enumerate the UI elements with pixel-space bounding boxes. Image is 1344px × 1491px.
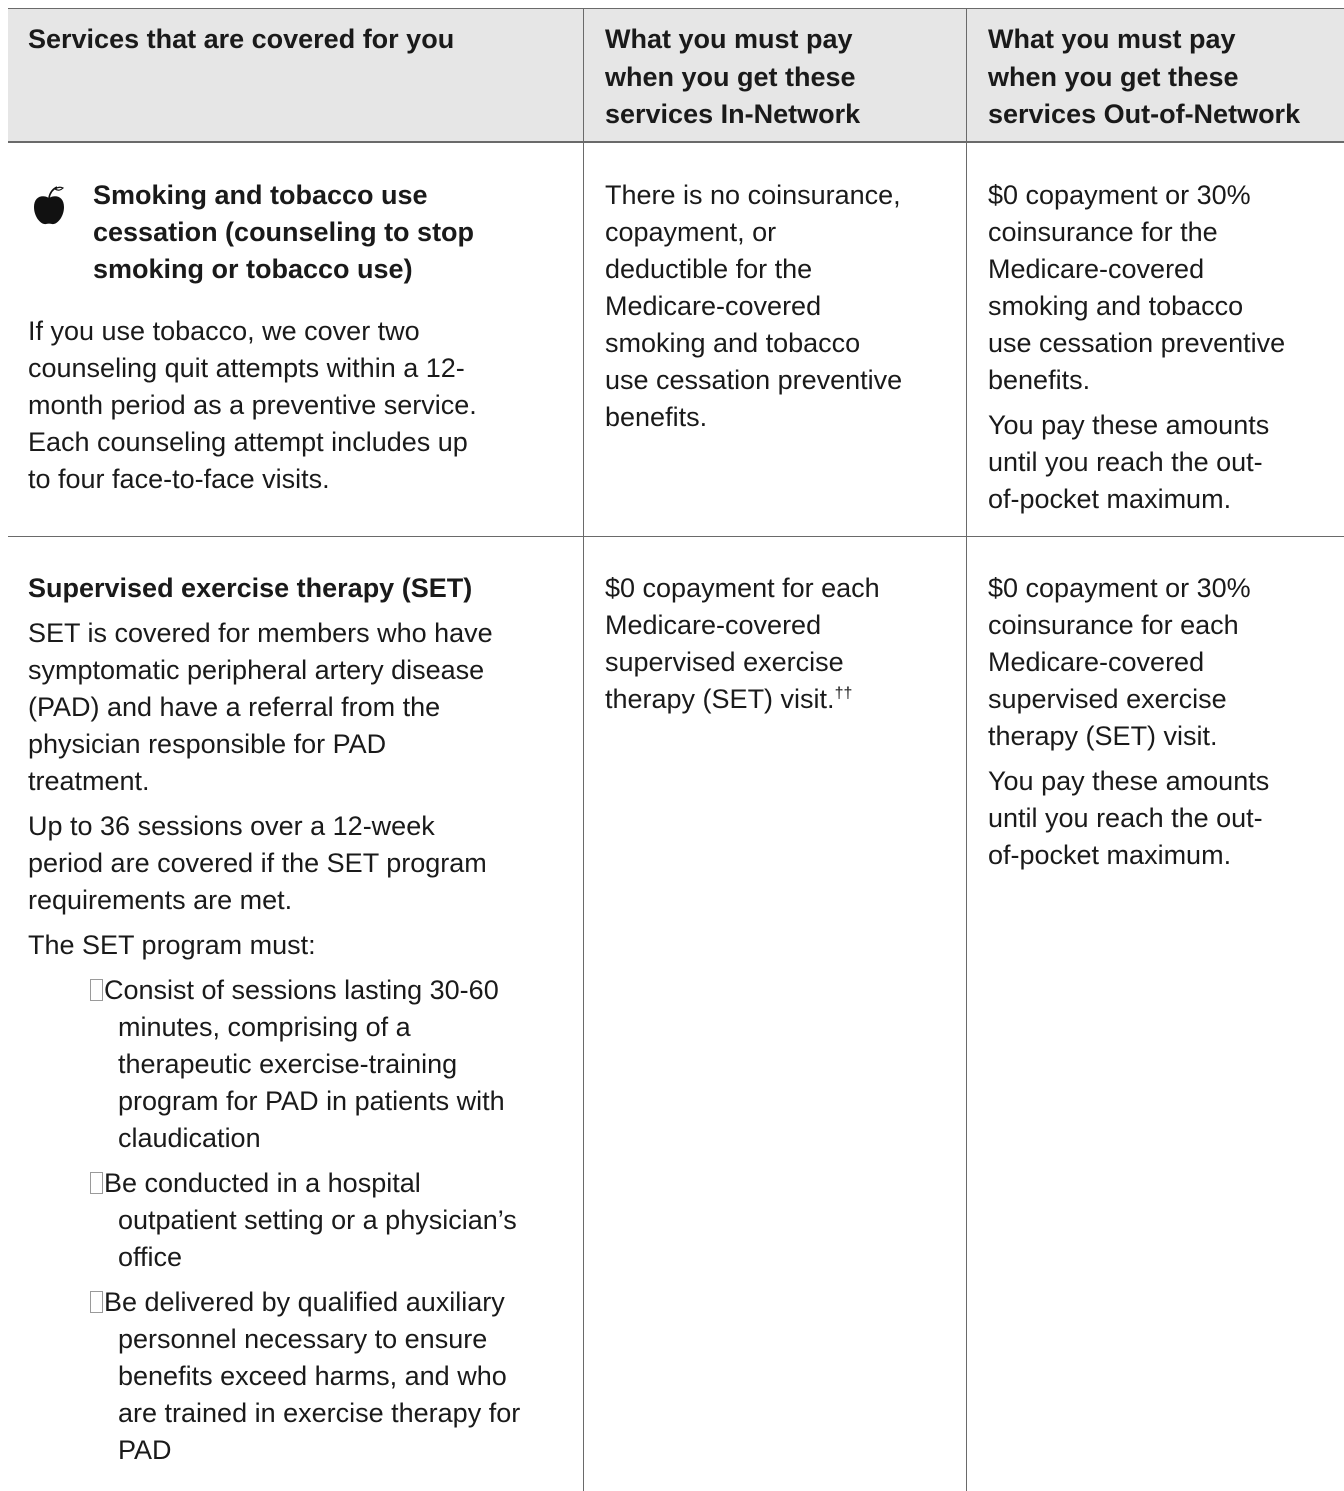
set-program-requirements-list <box>28 972 568 1469</box>
column-divider <box>966 8 967 1491</box>
column-divider <box>583 8 584 1491</box>
list-item: Be delivered by qualified auxiliary personnel necessary to ensure benefits exceed harms, and who are trained in exercise therapy for PAD <box>118 1284 568 1469</box>
smoking-out-of-network-cost <box>988 177 1285 526</box>
smoking-cessation-title: Smoking and tobacco use cessation (counseling to stop smoking or tobacco use) <box>93 180 475 284</box>
table-header <box>8 8 1344 143</box>
set-eligibility-paragraph: SET is covered for members who have symptomatic peripheral artery disease (PAD) and have a referral from the physician responsible for PAD treatment. <box>28 618 493 796</box>
out-network-cost-paragraph: $0 copayment or 30% coinsurance for the Medicare-covered smoking and tobacco use cessation preventive benefits. <box>988 180 1286 395</box>
set-service-description <box>28 570 568 1477</box>
set-in-network-cost: $0 copayment for each Medicare-covered supervised exercise therapy (SET) visit.†† <box>605 573 880 714</box>
out-network-maximum-note: You pay these amounts until you reach the out- of-pocket maximum. <box>988 766 1270 870</box>
set-out-of-network-cost <box>988 570 1269 882</box>
set-program-intro: The SET program must: <box>28 930 316 960</box>
list-item: Consist of sessions lasting 30-60 minutes, comprising of a therapeutic exercise-training program for PAD in patients with claudication <box>118 972 568 1157</box>
list-item: Be conducted in a hospital outpatient setting or a physician’s office <box>118 1165 568 1276</box>
header-out-of-network: What you must pay when you get these services Out-of-Network <box>988 24 1301 129</box>
out-network-cost-paragraph: $0 copayment or 30% coinsurance for each Medicare-covered supervised exercise therapy (SET) visit. <box>988 573 1251 751</box>
bullet-box-icon <box>90 1291 103 1313</box>
smoking-cessation-description: If you use tobacco, we cover two counseling quit attempts within a 12- month period as a preventive service. Each counseling attempt includes up to four face-to-face visits. <box>28 316 477 494</box>
bullet-box-icon <box>90 979 103 1001</box>
smoking-in-network-cost: There is no coinsurance, copayment, or deductible for the Medicare-covered smoking and tobacco use cessation preventive benefits. <box>605 180 903 432</box>
apple-icon <box>32 186 66 226</box>
footnote-marker: †† <box>834 685 853 702</box>
benefits-table <box>8 8 1344 1491</box>
set-sessions-paragraph: Up to 36 sessions over a 12-week period are covered if the SET program requirements are met. <box>28 811 487 915</box>
header-services-covered: Services that are covered for you <box>28 24 455 54</box>
out-network-maximum-note: You pay these amounts until you reach the out- of-pocket maximum. <box>988 410 1270 514</box>
row-divider <box>8 536 1344 537</box>
set-title: Supervised exercise therapy (SET) <box>28 573 473 603</box>
bullet-box-icon <box>90 1172 103 1194</box>
header-in-network: What you must pay when you get these services In-Network <box>605 24 861 129</box>
